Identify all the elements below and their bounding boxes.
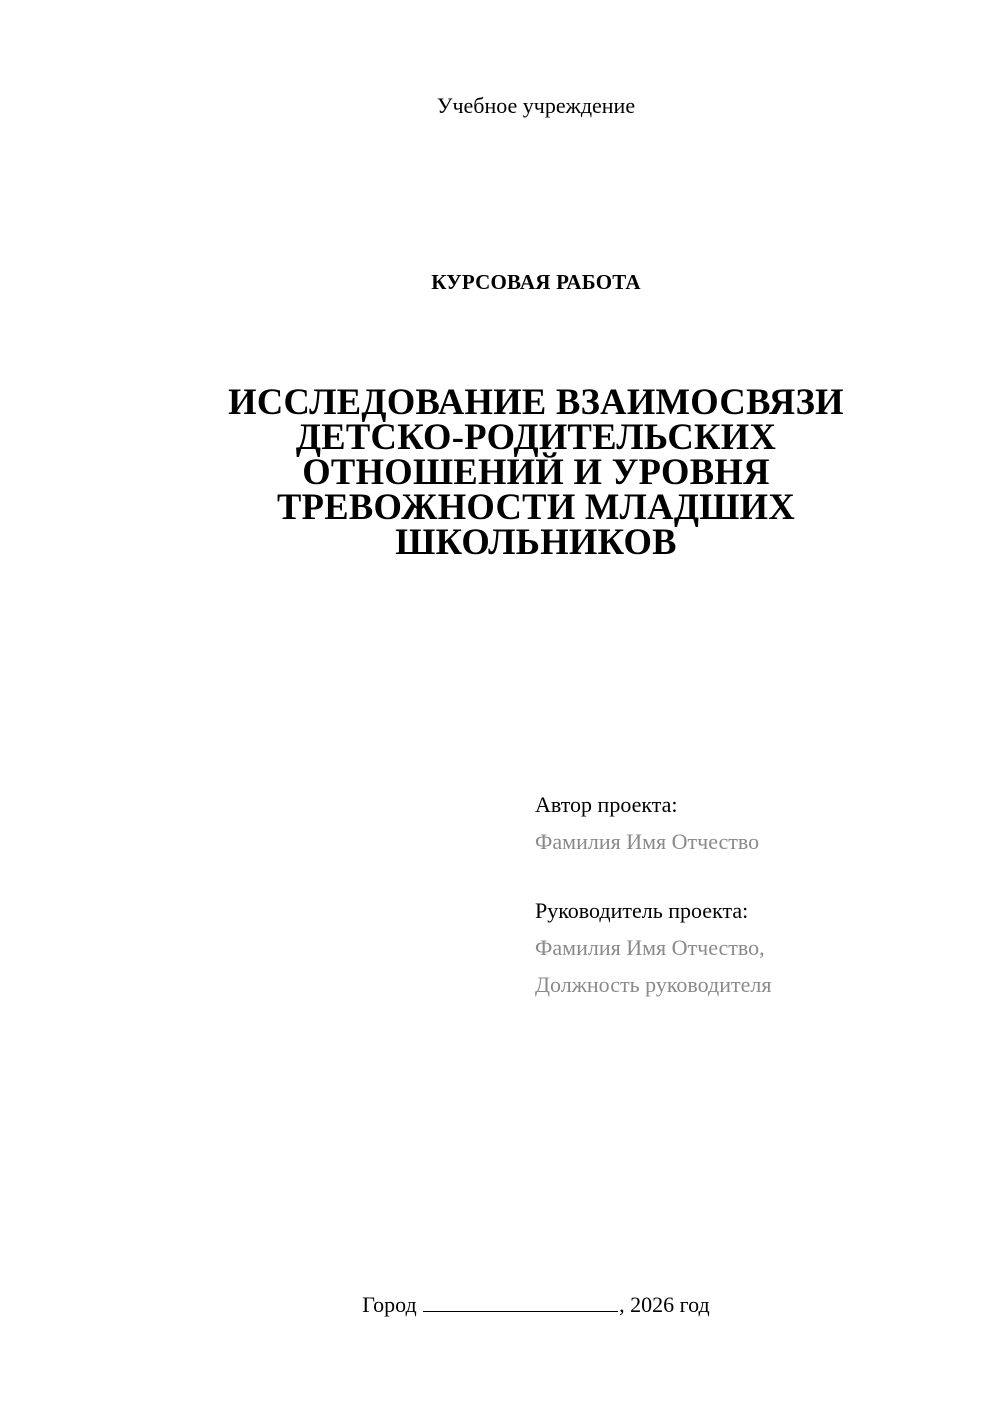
supervisor-label: Руководитель проекта: <box>535 898 749 923</box>
institution-name: Учебное учреждение <box>436 93 636 118</box>
supervisor-block <box>535 892 771 1003</box>
title-line-4: ТРЕВОЖНОСТИ МЛАДШИХ <box>276 486 795 527</box>
title-line-5: ШКОЛЬНИКОВ <box>395 521 677 562</box>
document-title <box>200 381 872 562</box>
title-line-2: ДЕТСКО-РОДИТЕЛЬСКИХ <box>295 416 777 457</box>
supervisor-name: Фамилия Имя Отчество, <box>535 935 765 960</box>
footer-city-year <box>0 1290 1000 1320</box>
city-blank-line <box>423 1291 618 1312</box>
author-block <box>535 786 759 860</box>
city-label: Город <box>362 1292 417 1317</box>
work-type-heading: КУРСОВАЯ РАБОТА <box>431 270 641 294</box>
author-label: Автор проекта: <box>535 792 678 817</box>
title-line-3: ОТНОШЕНИЙ И УРОВНЯ <box>302 451 770 492</box>
year-text: , 2026 год <box>619 1292 710 1317</box>
supervisor-position: Должность руководителя <box>535 972 772 997</box>
title-line-1: ИССЛЕДОВАНИЕ ВЗАИМОСВЯЗИ <box>228 381 844 422</box>
author-name: Фамилия Имя Отчество <box>535 829 760 854</box>
